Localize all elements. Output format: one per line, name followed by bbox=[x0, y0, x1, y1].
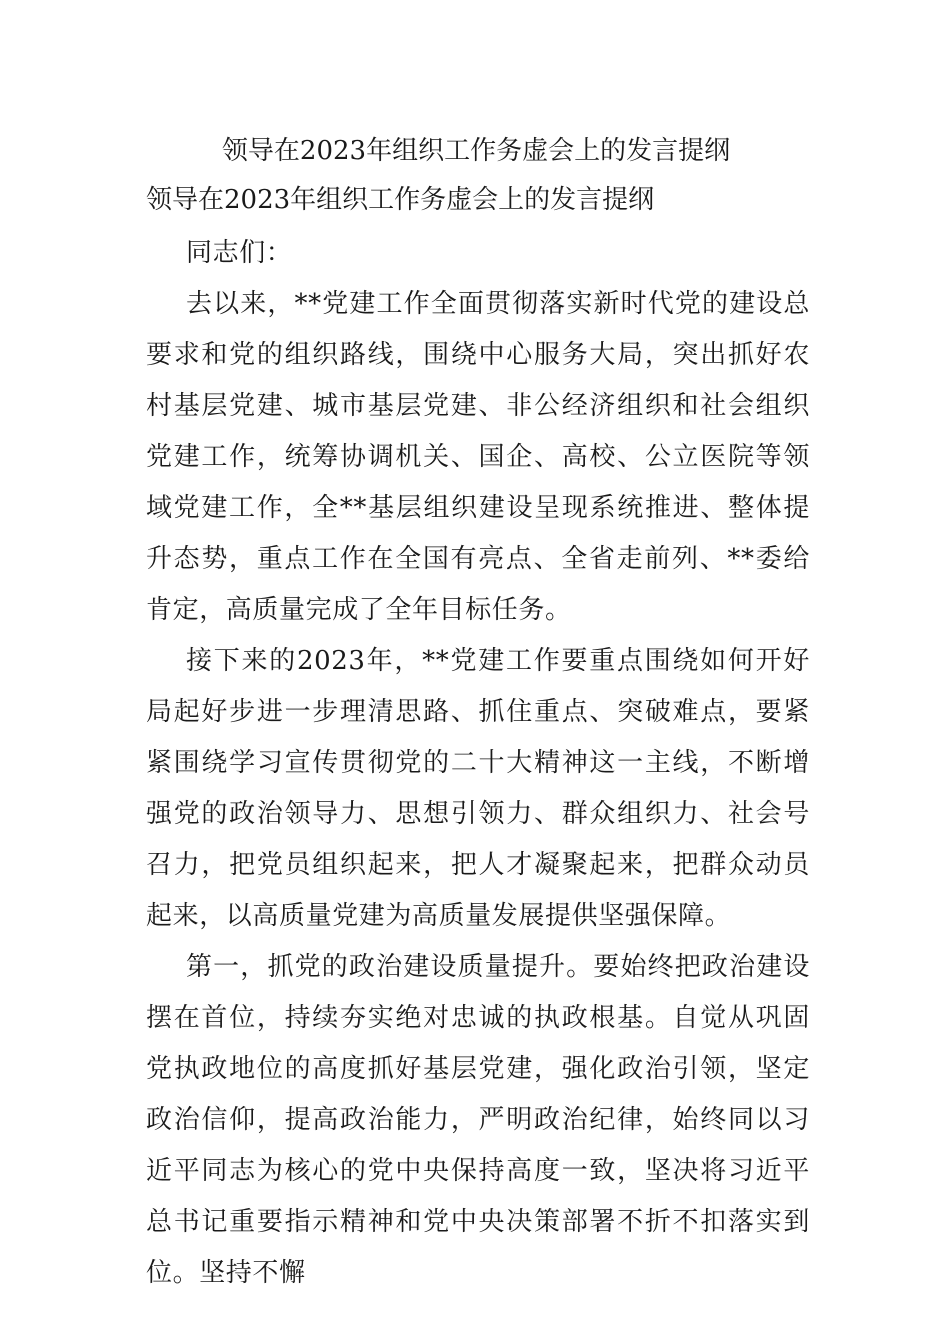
paragraph-1: 去以来，**党建工作全面贯彻落实新时代党的建设总要求和党的组织路线，围绕中心服务大局，突出抓好农村基层党建、城市基层党建、非公经济组织和社会组织党建工作，统筹协调机关、国企、高校、公立医院等领域党建工作，全**基层组织建设呈现系统推进、整体提升态势，重点工作在全国有亮点、全省走前列、**委给肯定，高质量完成了全年目标任务。 bbox=[146, 289, 810, 625]
document-body bbox=[146, 228, 810, 1299]
document-subtitle: 领导在2023年组织工作务虚会上的发言提纲 bbox=[146, 185, 655, 215]
salutation: 同志们： bbox=[186, 238, 293, 268]
paragraph-3: 第一，抓党的政治建设质量提升。要始终把政治建设摆在首位，持续夯实绝对忠诚的执政根基。自觉从巩固党执政地位的高度抓好基层党建，强化政治引领，坚定政治信仰，提高政治能力，严明政治纪律，始终同以习近平同志为核心的党中央保持高度一致，坚决将习近平总书记重要指示精神和党中央决策部署不折不扣落实到位。坚持不懈 bbox=[146, 952, 810, 1288]
paragraph-2: 接下来的2023年，**党建工作要重点围绕如何开好局起好步进一步理清思路、抓住重点、突破难点，要紧紧围绕学习宣传贯彻党的二十大精神这一主线，不断增强党的政治领导力、思想引领力、群众组织力、社会号召力，把党员组织起来，把人才凝聚起来，把群众动员起来，以高质量党建为高质量发展提供坚强保障。 bbox=[146, 646, 810, 931]
document-title: 领导在2023年组织工作务虚会上的发言提纲 bbox=[221, 136, 731, 166]
